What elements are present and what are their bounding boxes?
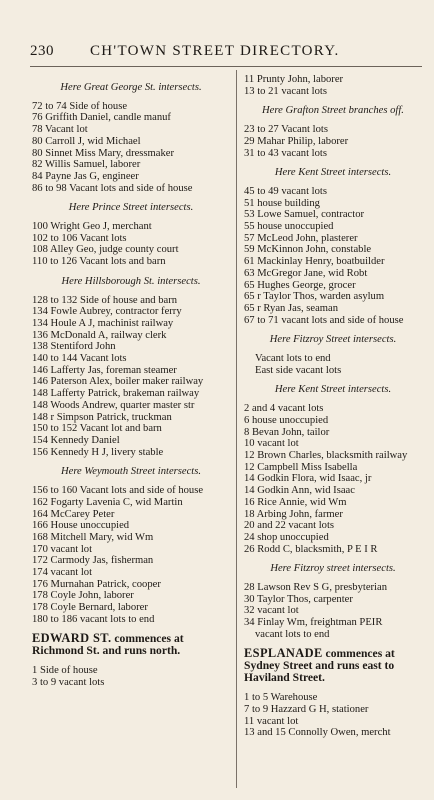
- section-heading: Here Hillsborough St. intersects.: [61, 275, 201, 287]
- directory-entry: 32 vacant lot: [244, 605, 299, 617]
- directory-entry: 12 Campbell Miss Isabella: [244, 461, 358, 473]
- directory-entry: 1 Side of house: [32, 664, 98, 676]
- column-divider: [236, 70, 237, 788]
- directory-entry: 13 to 21 vacant lots: [244, 85, 327, 97]
- listing-note: Vacant lots to end: [255, 353, 331, 365]
- directory-entry: 128 to 132 Side of house and barn: [32, 294, 178, 306]
- directory-entry: 86 to 98 Vacant lots and side of house: [32, 182, 193, 194]
- directory-entry: 7 to 9 Hazzard G H, stationer: [244, 703, 369, 715]
- street-description: commences at Richmond St. and runs north.: [32, 631, 184, 657]
- directory-entry: 150 to 152 Vacant lot and barn: [32, 423, 162, 435]
- directory-entry: 156 Kennedy H J, livery stable: [32, 446, 164, 458]
- directory-entry: 29 Mahar Philip, laborer: [244, 135, 349, 147]
- section-heading: Here Weymouth Street intersects.: [60, 466, 202, 478]
- directory-entry: 138 Stentiford John: [32, 341, 116, 353]
- directory-entry: 8 Bevan John, tailor: [244, 426, 330, 438]
- directory-entry: 65 r Taylor Thos, warden asylum: [244, 291, 385, 303]
- directory-entry: 102 to 106 Vacant lots: [32, 232, 127, 244]
- section-heading: Here Kent Street intersects.: [274, 384, 392, 396]
- directory-entry: 11 vacant lot: [244, 715, 299, 727]
- street-name: ESPLANADE: [244, 645, 323, 660]
- section-heading: Here Great George St. intersects.: [60, 82, 202, 93]
- directory-entry: 45 to 49 vacant lots: [244, 185, 327, 197]
- directory-entry: 65 Hughes George, grocer: [244, 279, 356, 291]
- directory-entry: 20 and 22 vacant lots: [244, 520, 335, 532]
- directory-entry: 140 to 144 Vacant lots: [32, 353, 127, 365]
- directory-entry: 24 shop unoccupied: [244, 531, 329, 543]
- running-title: CH'TOWN STREET DIRECTORY.: [90, 43, 340, 59]
- street-description: commences at Sydney Street and runs east to Haviland Street.: [244, 646, 395, 684]
- directory-entry: 51 house building: [244, 197, 320, 209]
- directory-entry: 178 Coyle John, laborer: [32, 590, 134, 602]
- directory-entry: 170 vacant lot: [32, 543, 93, 555]
- directory-entry: 180 to 186 vacant lots to end: [32, 613, 155, 625]
- directory-entry: 146 Lafferty Jas, foreman steamer: [32, 364, 177, 376]
- directory-entry: 164 McCarey Peter: [32, 508, 115, 520]
- directory-entry: 146 Paterson Alex, boiler maker railway: [32, 376, 204, 388]
- directory-entry: 31 to 43 vacant lots: [244, 147, 327, 159]
- section-heading: Here Prince Street intersects.: [68, 202, 194, 214]
- directory-entry: 12 Brown Charles, blacksmith railway: [244, 449, 408, 461]
- directory-entry: 18 Arbing John, farmer: [244, 508, 343, 520]
- directory-entry: 134 Houle A J, machinist railway: [32, 317, 174, 329]
- header-rule: [30, 66, 422, 67]
- listing-note: vacant lots to end: [255, 628, 330, 640]
- section-heading: Here Fitzroy street intersects.: [270, 563, 396, 575]
- directory-entry: 76 Griffith Daniel, candle manuf: [32, 112, 171, 124]
- directory-entry: 78 Vacant lot: [32, 124, 88, 136]
- section-heading: Here Fitzroy Street intersects.: [269, 334, 397, 346]
- directory-entry: 174 vacant lot: [32, 567, 93, 579]
- directory-entry: 13 and 15 Connolly Owen, mercht: [244, 727, 391, 739]
- directory-entry: 176 Murnahan Patrick, cooper: [32, 578, 161, 590]
- directory-entry: 28 Lawson Rev S G, presbyterian: [244, 582, 387, 594]
- directory-entry: 72 to 74 Side of house: [32, 100, 128, 112]
- street-name: EDWARD ST.: [32, 630, 112, 645]
- directory-entry: 84 Payne Jas G, engineer: [32, 170, 139, 182]
- directory-entry: 80 Carroll J, wid Michael: [32, 135, 141, 147]
- directory-entry: 148 Lafferty Patrick, brakeman railway: [32, 388, 200, 400]
- directory-entry: 172 Carmody Jas, fisherman: [32, 555, 154, 567]
- directory-entry: 178 Coyle Bernard, laborer: [32, 602, 148, 614]
- directory-entry: 110 to 126 Vacant lots and barn: [32, 256, 166, 268]
- listing-note: East side vacant lots: [255, 364, 342, 376]
- directory-entry: 26 Rodd C, blacksmith, P E I R: [244, 543, 378, 555]
- directory-entry: 14 Godkin Flora, wid Isaac, jr: [244, 473, 372, 485]
- section-heading: Here Kent Street intersects.: [274, 167, 392, 179]
- right-column: [244, 74, 422, 790]
- directory-entry: 82 Willis Samuel, laborer: [32, 159, 141, 171]
- directory-entry: 59 McKinnon John, constable: [244, 244, 372, 256]
- directory-entry: 10 vacant lot: [244, 438, 299, 450]
- directory-entry: 11 Prunty John, laborer: [244, 74, 344, 85]
- directory-entry: 14 Godkin Ann, wid Isaac: [244, 485, 355, 497]
- street-heading: [32, 632, 230, 657]
- directory-entry: 162 Fogarty Lavenia C, wid Martin: [32, 496, 183, 508]
- directory-entry: 16 Rice Annie, wid Wm: [244, 496, 347, 508]
- directory-entry: 1 to 5 Warehouse: [244, 692, 318, 704]
- page-number: 230: [30, 43, 54, 59]
- directory-entry: 80 Sinnet Miss Mary, dressmaker: [32, 147, 175, 159]
- directory-entry: 63 McGregor Jane, wid Robt: [244, 267, 368, 279]
- directory-entry: 30 Taylor Thos, carpenter: [244, 593, 353, 605]
- directory-entry: 148 r Simpson Patrick, truckman: [32, 411, 172, 423]
- directory-entry: 154 Kennedy Daniel: [32, 434, 120, 446]
- directory-entry: 23 to 27 Vacant lots: [244, 124, 328, 136]
- directory-entry: 55 house unoccupied: [244, 221, 334, 233]
- directory-entry: 168 Mitchell Mary, wid Wm: [32, 531, 154, 543]
- directory-entry: 61 Mackinlay Henry, boatbuilder: [244, 256, 385, 268]
- directory-entry: 34 Finlay Wm, freightman PEIR: [244, 617, 383, 629]
- directory-entry: 136 McDonald A, railway clerk: [32, 329, 167, 341]
- page-header: [30, 43, 422, 63]
- directory-entry: 57 McLeod John, plasterer: [244, 232, 358, 244]
- directory-entry: 148 Woods Andrew, quarter master str: [32, 399, 195, 411]
- directory-entry: 100 Wright Geo J, merchant: [32, 221, 152, 233]
- left-column: [32, 74, 230, 790]
- directory-entry: 67 to 71 vacant lots and side of house: [244, 314, 404, 326]
- directory-entry: 134 Fowle Aubrey, contractor ferry: [32, 306, 182, 318]
- street-heading: [244, 647, 422, 685]
- directory-entry: 156 to 160 Vacant lots and side of house: [32, 485, 204, 497]
- directory-entry: 65 r Ryan Jas, seaman: [244, 302, 339, 314]
- directory-entry: 53 Lowe Samuel, contractor: [244, 209, 365, 221]
- directory-entry: 2 and 4 vacant lots: [244, 403, 324, 415]
- directory-entry: 108 Alley Geo, judge county court: [32, 244, 179, 256]
- directory-entry: 3 to 9 vacant lots: [32, 676, 105, 688]
- section-heading: Here Grafton Street branches off.: [262, 105, 404, 117]
- directory-entry: 6 house unoccupied: [244, 414, 329, 426]
- directory-entry: 166 House unoccupied: [32, 520, 130, 532]
